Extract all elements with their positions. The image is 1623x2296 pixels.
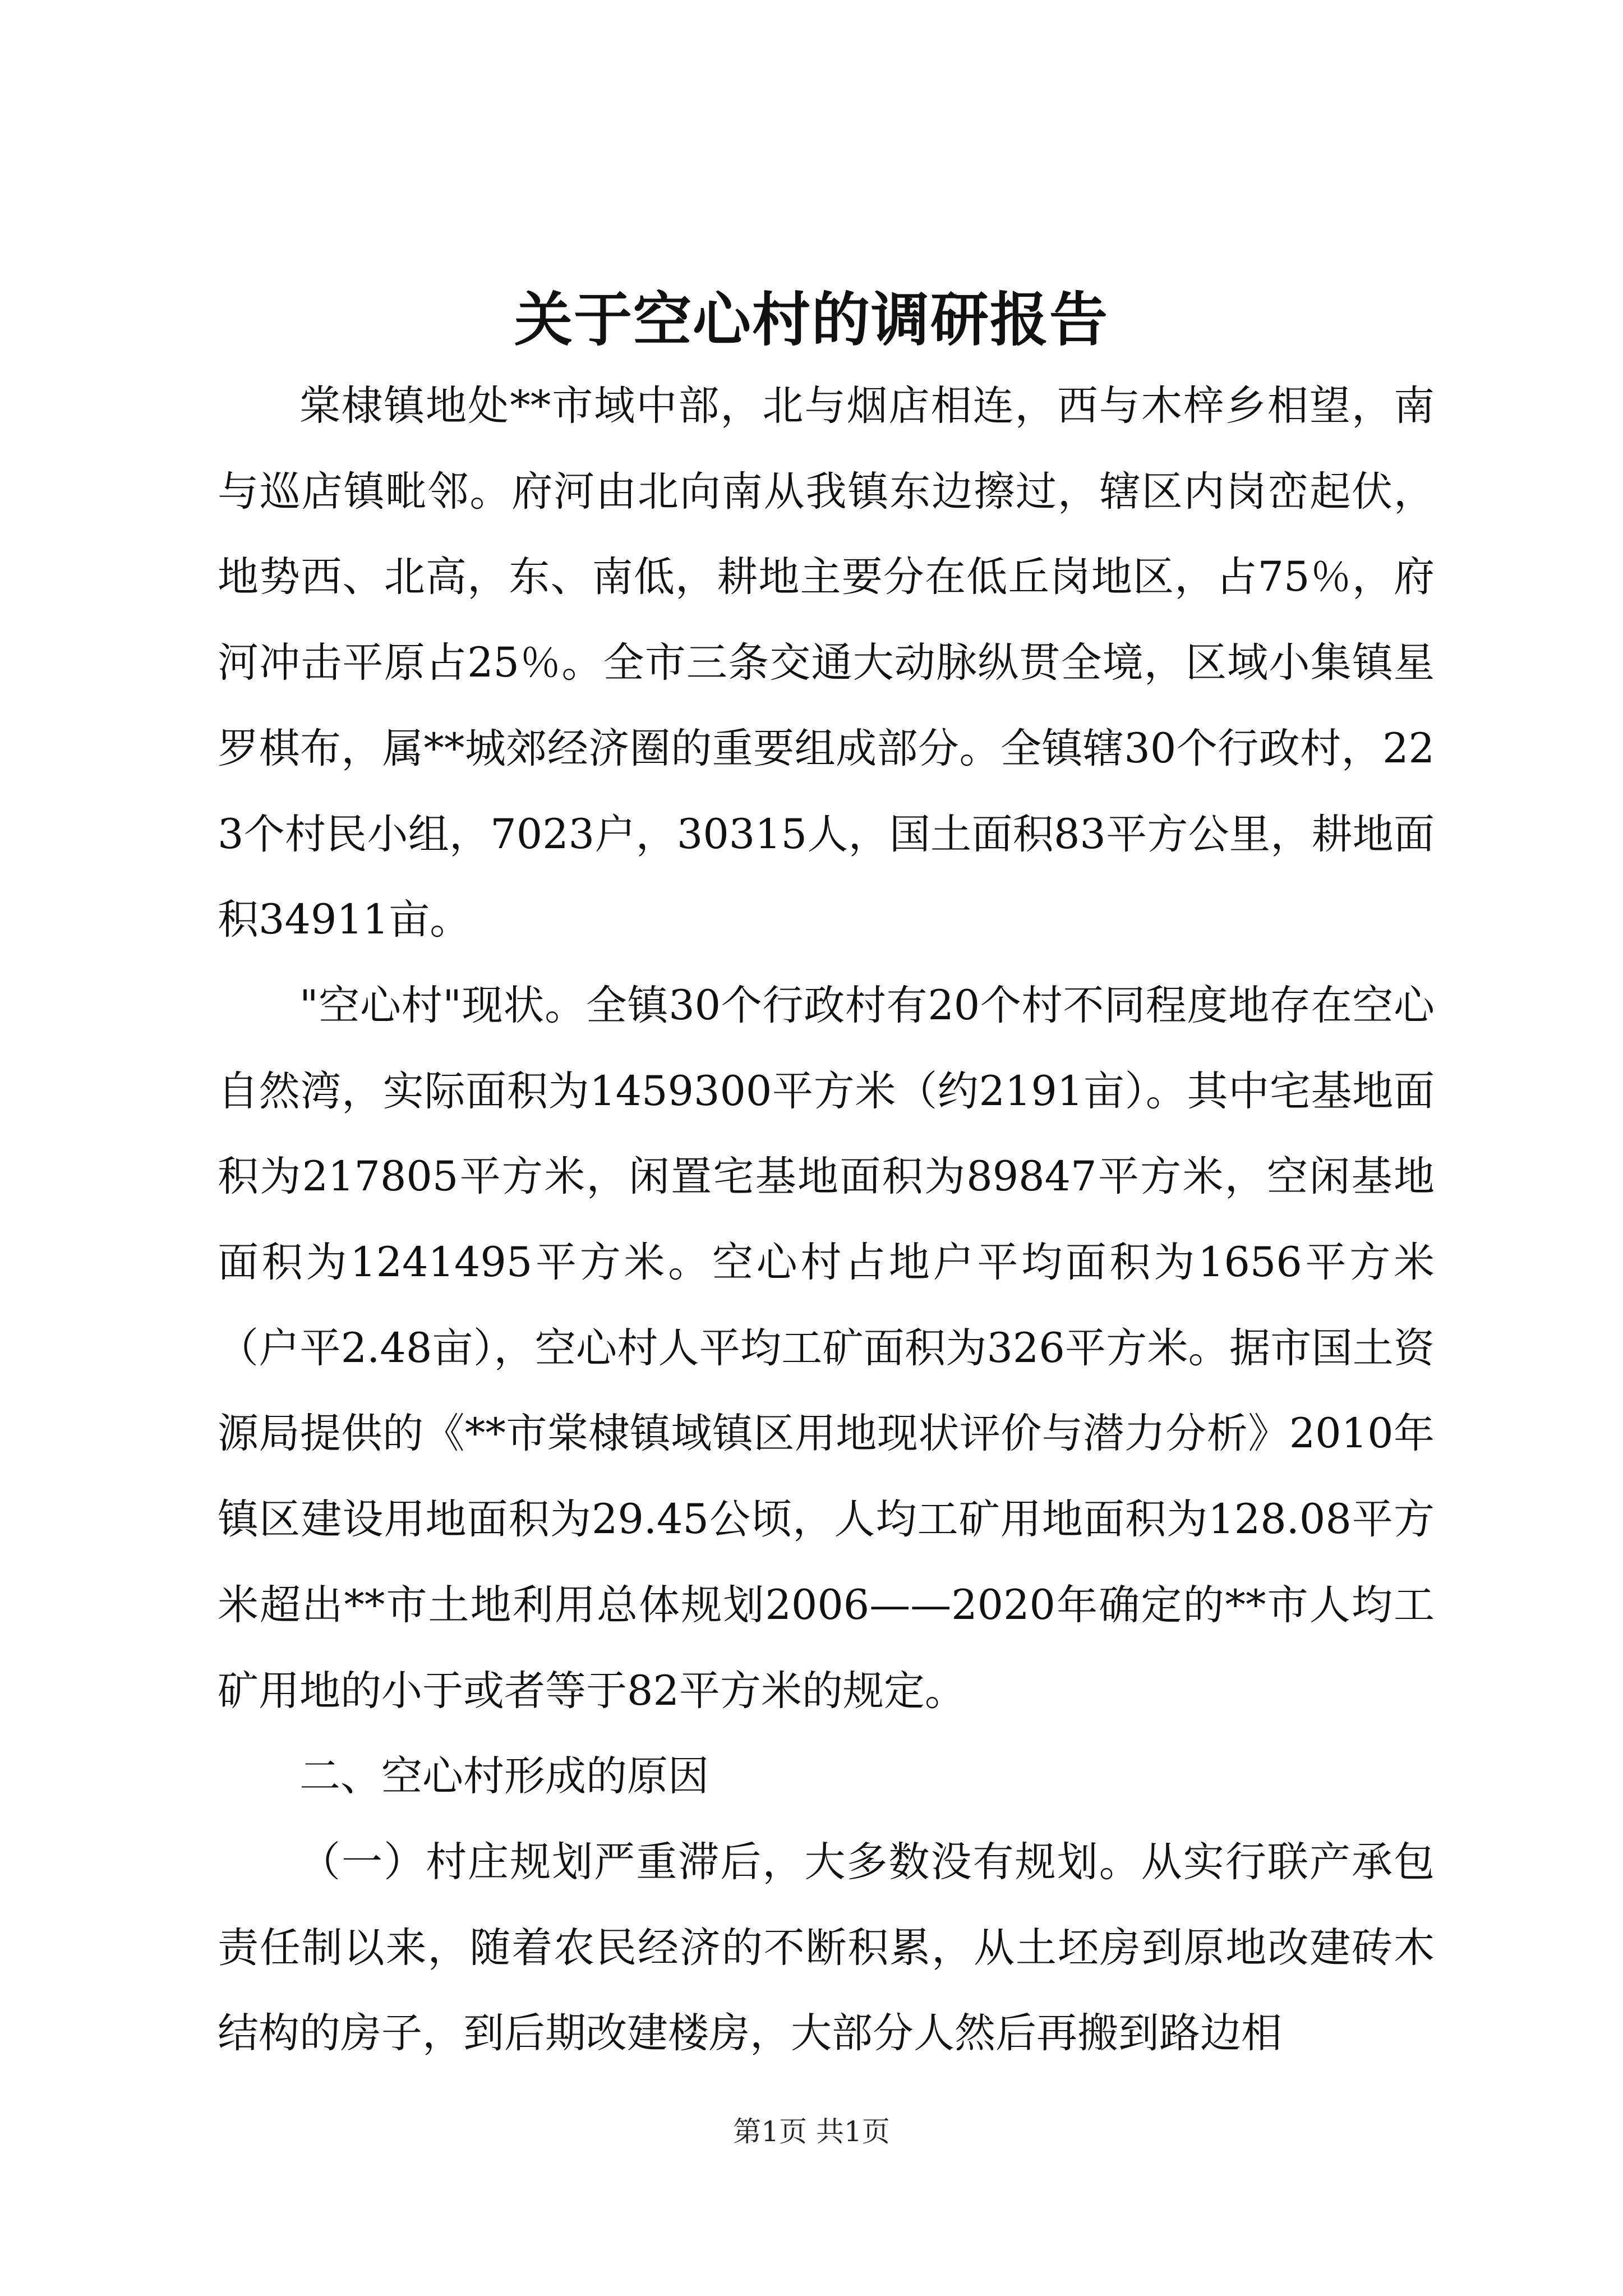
- paragraph-status: "空心村"现状。全镇30个行政村有20个村不同程度地存在空心自然湾，实际面积为1459300平方米（约2191亩）。其中宅基地面积为217805平方米，闲置宅基地面积为89847平方米，空闲基地面积为1241495平方米。空心村占地户平均面积为1656平方米（户平2.48亩），空心村人平均工矿面积为326平方米。据市国土资源局提供的《**市棠棣镇域镇区用地现状评价与潜力分析》2010年镇区建设用地面积为29.45公顷，人均工矿用地面积为128.08平方米超出**市土地利用总体规划2006——2020年确定的**市人均工矿用地的小于或者等于82平方米的规定。: [218, 981, 1435, 1715]
- paragraph-cause-one: （一）村庄规划严重滞后，大多数没有规划。从实行联产承包责任制以来，随着农民经济的不断积累，从土坯房到原地改建砖木结构的房子，到后期改建楼房，大部分人然后再搬到路边相: [218, 1838, 1435, 2058]
- section-heading-causes: 二、空心村形成的原因: [299, 1752, 709, 1801]
- document-body: [218, 364, 1435, 2077]
- document-title: 关于空心村的调研报告: [514, 285, 1109, 354]
- page-footer: 第1页 共1页: [733, 2115, 890, 2148]
- paragraph-intro: 棠棣镇地处**市域中部，北与烟店相连，西与木梓乡相望，南与巡店镇毗邻。府河由北向南从我镇东边擦过，辖区内岗峦起伏，地势西、北高，东、南低，耕地主要分在低丘岗地区，占75％，府河冲击平原占25％。全市三条交通大动脉纵贯全境，区域小集镇星罗棋布，属**城郊经济圈的重要组成部分。全镇辖30个行政村，223个村民小组，7023户，30315人，国土面积83平方公里，耕地面积34911亩。: [218, 382, 1435, 944]
